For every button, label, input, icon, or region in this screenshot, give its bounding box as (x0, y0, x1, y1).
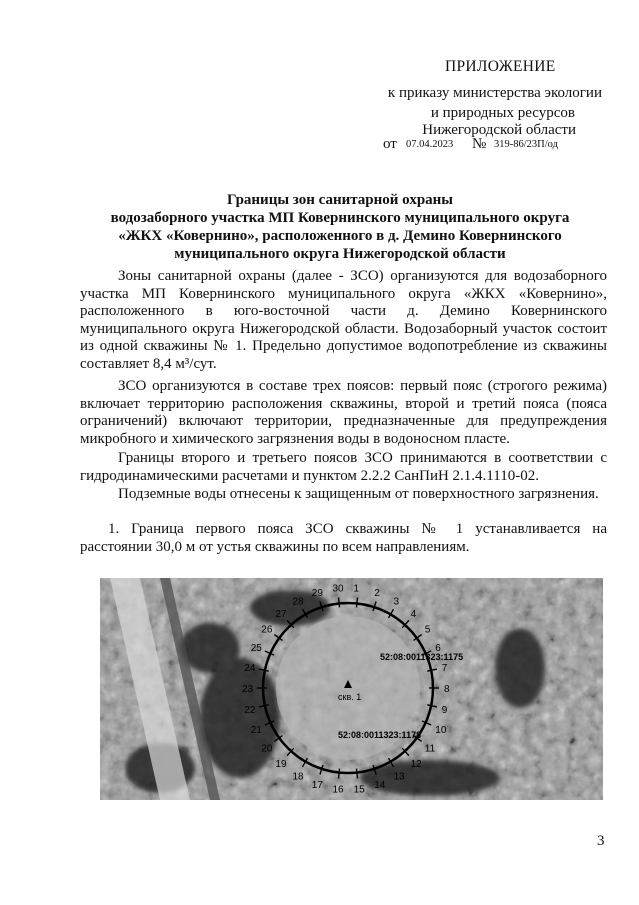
boundary-point-label: 8 (444, 684, 450, 695)
boundary-point-label: 7 (441, 663, 448, 675)
paragraph-line: 1. Граница первого пояса ЗСО скважины № 1 устанавливается на (108, 521, 607, 537)
well-label: скв. 1 (338, 692, 362, 702)
boundary-point-label: 15 (353, 784, 365, 796)
boundary-point-label: 12 (410, 759, 422, 771)
boundary-point-label: 14 (374, 780, 386, 792)
boundary-point-label: 24 (244, 663, 256, 675)
boundary-point-label: 21 (250, 725, 262, 737)
boundary-point-label: 26 (261, 624, 273, 636)
paragraph-line: составляет 8,4 м³/сут. (80, 355, 217, 372)
boundary-point-label: 9 (441, 704, 448, 716)
boundary-point-label: 13 (393, 771, 405, 783)
boundary-point-label: 2 (374, 587, 380, 599)
paragraph-line: микробного и химического загрязнения воды в водоносном пласте. (80, 430, 510, 447)
boundary-point-label: 6 (435, 642, 441, 654)
paragraph-line: расстоянии 30,0 м от устья скважины по всем направлениям. (80, 538, 470, 555)
boundary-point-label: 22 (244, 704, 256, 716)
boundary-point-label: 11 (424, 743, 436, 755)
paragraph-line: Зоны санитарной охраны (далее - ЗСО) организуются для водозаборного (118, 268, 607, 284)
paragraph-line: из одной скважины № 1. Предельно допустимое водопотребление из скважины (80, 338, 607, 355)
appendix-title: ПРИЛОЖЕНИЕ (445, 58, 556, 75)
boundary-point-label: 10 (435, 725, 447, 737)
cadastral-label-top: 52:08:0011323:1175 (380, 652, 464, 662)
paragraph-zones-intro (80, 268, 607, 374)
order-from-label: от (383, 136, 397, 152)
paragraph-line: гидродинамическими расчетами и пунктом 2.2.2 СанПиН 2.1.4.1110-02. (80, 467, 539, 484)
boundary-point-label: 3 (393, 596, 400, 608)
heading-line-4: муниципального округа Нижегородской области (174, 246, 506, 262)
boundary-point-label: 16 (332, 784, 344, 796)
boundary-point-label: 30 (332, 583, 344, 595)
paragraph-belts (80, 378, 607, 448)
order-number-label: № (472, 136, 487, 152)
paragraph-line: Подземные воды отнесены к защищенным от поверхностного загрязнения. (118, 486, 599, 502)
paragraph-line: включает территорию расположения скважины, второй и третий пояса (пояса (80, 395, 607, 412)
appendix-line-3: Нижегородской области (422, 122, 576, 138)
paragraph-first-belt (80, 521, 607, 556)
boundary-point-label: 29 (311, 587, 323, 599)
boundary-point-label: 19 (275, 759, 287, 771)
paragraph-line: участка МП Ковернинского муниципального округа «ЖКХ «Ковернино», (80, 285, 607, 302)
paragraph-line: муниципального округа Нижегородской области. Водозаборный участок состоит (80, 320, 607, 337)
paragraph-boundaries (80, 450, 607, 485)
boundary-point-label: 27 (275, 608, 287, 620)
appendix-line-1: к приказу министерства экологии (387, 85, 602, 101)
zso-map-image (100, 578, 603, 800)
paragraph-groundwater (80, 486, 607, 504)
boundary-point-label: 1 (353, 583, 360, 595)
boundary-point-label: 17 (311, 780, 323, 792)
boundary-point-label: 28 (292, 596, 304, 608)
heading-line-3: «ЖКХ «Ковернино», расположенного в д. Демино Ковернинского (118, 228, 562, 244)
paragraph-line: ограничений) включают территории, предназначенные для предупреждения (80, 413, 607, 430)
boundary-point-label: 23 (242, 684, 254, 695)
paragraph-line: ЗСО организуются в составе трех поясов: первый пояс (строгого режима) (118, 378, 607, 394)
boundary-point-label: 25 (250, 642, 262, 654)
document-heading (60, 191, 620, 263)
cadastral-label-bottom: 52:08:0011323:1178 (338, 730, 422, 740)
boundary-point-label: 18 (292, 771, 304, 783)
paragraph-line: Границы второго и третьего поясов ЗСО принимаются в соответствии с (118, 450, 607, 466)
boundary-point-label: 5 (424, 624, 431, 636)
boundary-point-label: 20 (261, 743, 273, 755)
heading-line-1: Границы зон санитарной охраны (226, 192, 454, 208)
order-number: 319-86/23П/од (494, 139, 558, 150)
aerial-photo (100, 578, 603, 800)
heading-line-2: водозаборного участка МП Ковернинского муниципального округа (110, 210, 570, 226)
paragraph-line: расположенного в юго-восточной части д. Демино Ковернинского (80, 303, 607, 320)
boundary-point-label: 4 (410, 608, 417, 620)
appendix-line-2: и природных ресурсов (430, 105, 575, 121)
order-date: 07.04.2023 (406, 139, 454, 150)
page-number: 3 (597, 833, 605, 849)
